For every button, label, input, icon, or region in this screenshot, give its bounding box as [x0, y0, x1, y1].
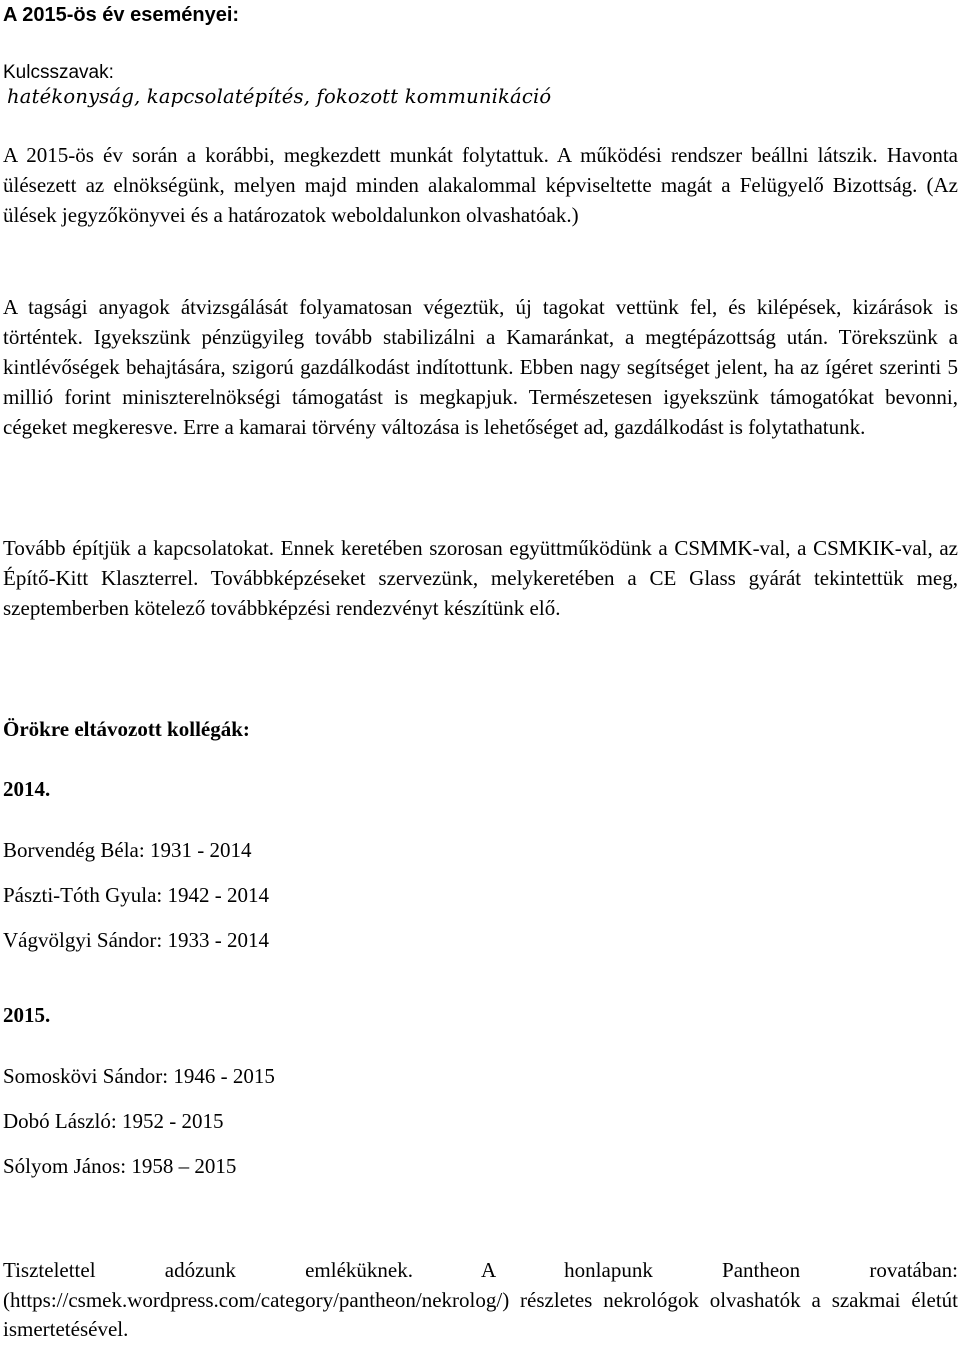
- memorial-entry: Pászti-Tóth Gyula: 1942 - 2014: [3, 883, 269, 907]
- keywords-label: Kulcsszavak:: [3, 62, 114, 83]
- memorial-entry: Somoskövi Sándor: 1946 - 2015: [3, 1064, 275, 1088]
- memorial-entry: Vágvölgyi Sándor: 1933 - 2014: [3, 928, 269, 952]
- paragraph-operations: A 2015-ös év során a korábbi, megkezdett munkát folytattuk. A működési rendszer beállni látszik. Havonta ülésezett az elnökségünk, melyen majd minden alakalommal képviseltette magát a Felügyelő Bizottság. (Az ülések jegyzőkönyvei és a határozatok weboldalunkon olvashatóak.): [3, 143, 958, 227]
- memorial-entry: Dobó László: 1952 - 2015: [3, 1109, 224, 1133]
- keywords-text: hatékonyság, kapcsolatépítés, fokozott kommunikáció: [7, 85, 552, 108]
- memorial-year-2014: 2014.: [3, 777, 51, 801]
- closing-paragraph: Tisztelettel adózunk emléküknek. A honlapunk Pantheon rovatában: (https://csmek.wordpress.com/category/pantheon/nekrolog/) részletes nekrológok olvashatók a szakmai életút ismertetésével.: [3, 1258, 958, 1341]
- paragraph-partnerships: Tovább építjük a kapcsolatokat. Ennek keretében szorosan együttműködünk a CSMMK-val, a CSMKIK-val, az Építő-Kitt Klaszterrel. Továbbképzéseket szervezünk, melykeretében a CE Glass gyárát tekintettük meg, szeptemberben kötelező továbbképzési rendezvényt készítünk elő.: [3, 536, 958, 620]
- memorial-entry: Borvendég Béla: 1931 - 2014: [3, 838, 252, 862]
- paragraph-membership-finances: A tagsági anyagok átvizsgálását folyamatosan végeztük, új tagokat vettünk fel, és kilépések, kizárások is történtek. Igyekszünk pénzügyileg tovább stabilizálni a Kamaránkat, a megtépázottság után. Törekszünk a kintlévőségek behajtására, szigorú gazdálkodást indítottunk. Ebben nagy segítséget jelent, ha az ígéret szerinti 5 millió forint miniszterelnökségi támogatást is megkapjuk. Természetesen igyekszünk támogatókat bevonni, cégeket megkeresve. Erre a kamarai törvény változása is lehetőséget ad, gazdálkodást is folytathatunk.: [3, 295, 958, 439]
- memorial-entry: Sólyom János: 1958 – 2015: [3, 1154, 237, 1178]
- memorial-heading: Örökre eltávozott kollégák:: [3, 717, 250, 741]
- document-title: A 2015-ös év eseményei:: [3, 4, 240, 26]
- memorial-year-2015: 2015.: [3, 1003, 51, 1027]
